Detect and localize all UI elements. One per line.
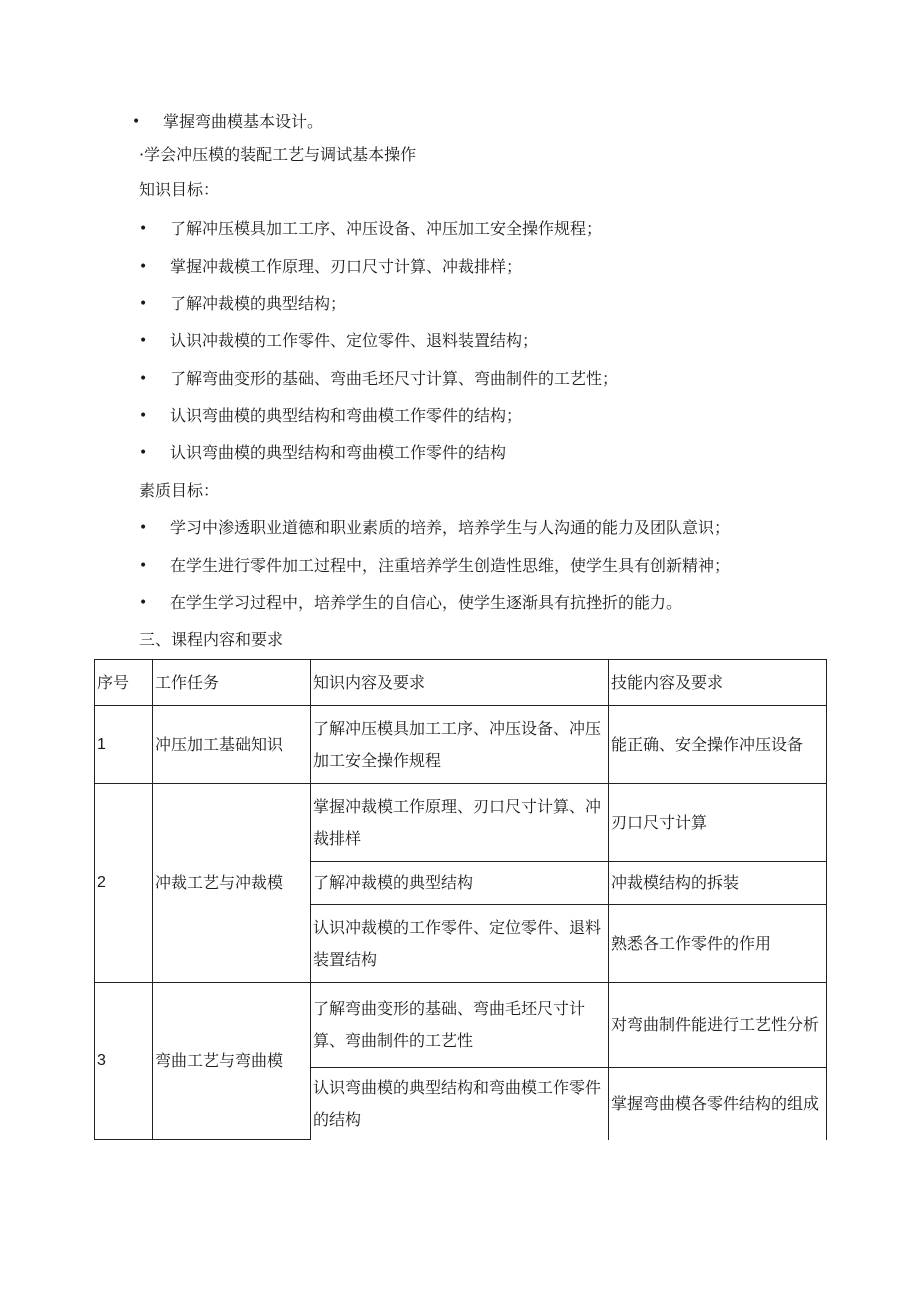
knowledge-requirement: 认识弯曲模的典型结构和弯曲模工作零件的结构 <box>311 1068 609 1140</box>
knowledge-item: 了解冲裁模的典型结构； <box>170 294 347 313</box>
header-cell: 序号 <box>95 660 153 706</box>
quality-item: 在学生学习过程中，培养学生的自信心，使学生逐渐具有抗挫折的能力。 <box>170 593 683 612</box>
bullet-dot: • <box>139 296 148 312</box>
knowledge-requirement: 认识冲裁模的工作零件、定位零件、退料装置结构 <box>311 905 609 983</box>
bullet-dot: • <box>132 114 141 130</box>
knowledge-item: 认识冲裁模的工作零件、定位零件、退料装置结构； <box>170 331 539 350</box>
intro-bullet-text: 掌握弯曲模基本设计。 <box>163 112 324 131</box>
table-row <box>95 983 827 1068</box>
work-task: 弯曲工艺与弯曲模 <box>153 983 311 1140</box>
work-task: 冲裁工艺与冲裁模 <box>153 784 311 983</box>
row-number: 3 <box>95 983 153 1140</box>
table-row <box>95 706 827 784</box>
course-content-table <box>94 659 827 1140</box>
bullet-dot: • <box>139 595 148 611</box>
knowledge-requirement: 掌握冲裁模工作原理、刃口尺寸计算、冲裁排样 <box>311 784 609 862</box>
bullet-dot: • <box>139 371 148 387</box>
row-number: 2 <box>95 784 153 983</box>
header-cell: 技能内容及要求 <box>609 660 827 706</box>
quality-item: 学习中渗透职业道德和职业素质的培养，培养学生与人沟通的能力及团队意识； <box>170 518 731 537</box>
bullet-dot: • <box>139 445 148 461</box>
knowledge-requirement: 了解冲压模具加工工序、冲压设备、冲压加工安全操作规程 <box>311 706 609 784</box>
knowledge-item: 认识弯曲模的典型结构和弯曲模工作零件的结构； <box>170 406 523 425</box>
row-number: 1 <box>95 706 153 784</box>
knowledge-requirement: 了解冲裁模的典型结构 <box>311 862 609 905</box>
skill-requirement: 熟悉各工作零件的作用 <box>609 905 827 983</box>
skill-requirement: 对弯曲制件能进行工艺性分析 <box>609 983 827 1068</box>
quality-heading: 素质目标： <box>139 481 220 500</box>
knowledge-item: 了解弯曲变形的基础、弯曲毛坯尺寸计算、弯曲制件的工艺性； <box>170 369 619 388</box>
bullet-dot: • <box>139 408 148 424</box>
skill-requirement: 能正确、安全操作冲压设备 <box>609 706 827 784</box>
knowledge-item: 认识弯曲模的典型结构和弯曲模工作零件的结构 <box>170 443 507 462</box>
knowledge-heading: 知识目标： <box>139 180 220 199</box>
knowledge-item: 了解冲压模具加工工序、冲压设备、冲压加工安全操作规程； <box>170 219 603 238</box>
bullet-dot: • <box>139 259 148 275</box>
bullet-dot: • <box>139 558 148 574</box>
skill-requirement: 冲裁模结构的拆装 <box>609 862 827 905</box>
table-header-row <box>95 660 827 706</box>
intro-line: ·学会冲压模的装配工艺与调试基本操作 <box>139 145 417 164</box>
header-cell: 工作任务 <box>153 660 311 706</box>
section-title: 三、课程内容和要求 <box>139 630 284 649</box>
skill-requirement: 掌握弯曲模各零件结构的组成 <box>609 1068 827 1140</box>
skill-requirement: 刃口尺寸计算 <box>609 784 827 862</box>
table-row <box>95 784 827 862</box>
knowledge-requirement: 了解弯曲变形的基础、弯曲毛坯尺寸计算、弯曲制件的工艺性 <box>311 983 609 1068</box>
bullet-dot: • <box>139 221 148 237</box>
knowledge-item: 掌握冲裁模工作原理、刃口尺寸计算、冲裁排样； <box>170 257 523 276</box>
header-cell: 知识内容及要求 <box>311 660 609 706</box>
quality-item: 在学生进行零件加工过程中，注重培养学生创造性思维，使学生具有创新精神； <box>170 556 731 575</box>
bullet-dot: • <box>139 333 148 349</box>
work-task: 冲压加工基础知识 <box>153 706 311 784</box>
bullet-dot: • <box>139 520 148 536</box>
